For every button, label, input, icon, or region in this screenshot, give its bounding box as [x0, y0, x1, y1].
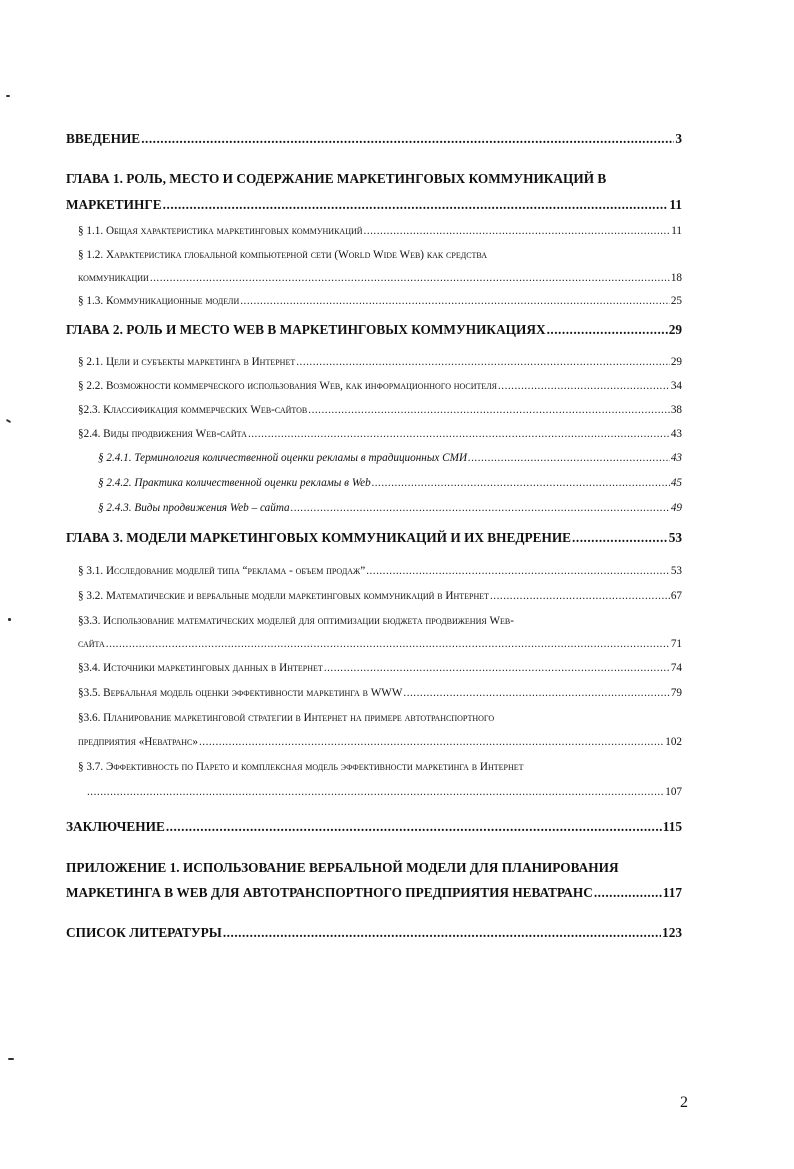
toc-dot-leader — [223, 922, 661, 944]
toc-entry-title-line1: § 1.2. Характеристика глобальной компьютерной сети (World Wide Web) как средства — [78, 249, 488, 261]
toc-dot-leader — [163, 194, 669, 215]
toc-entry-title: § 3.1. Исследование моделей типа “реклама - объем продаж” — [78, 565, 366, 577]
toc-entry-section-3-5[interactable] — [78, 681, 682, 706]
scan-speck — [8, 1058, 14, 1060]
toc-entry-chapter-2[interactable] — [66, 317, 682, 343]
toc-dot-leader — [106, 633, 670, 656]
toc-entry-title: ВВЕДЕНИЕ — [66, 131, 141, 146]
toc-entry-title: ГЛАВА 2. РОЛЬ И МЕСТО WEB В МАРКЕТИНГОВЫХ КОММУНИКАЦИЯХ — [66, 322, 546, 337]
toc-entry-section-3-1[interactable] — [78, 559, 682, 584]
toc-page-number: 74 — [670, 662, 682, 674]
toc-entry-section-2-2[interactable] — [78, 374, 682, 398]
toc-entry-title: § 2.4.1. Терминология количественной оценки рекламы в традиционных СМИ — [98, 452, 468, 464]
toc-dot-leader — [308, 398, 670, 422]
toc-entry-section-2-3[interactable] — [78, 398, 682, 422]
toc-entry-section-3-6[interactable] — [66, 706, 682, 754]
toc-entry-intro[interactable] — [66, 128, 682, 150]
toc-entry-title: предприятия «Неватранс» — [78, 736, 198, 748]
toc-page-number: 38 — [670, 404, 682, 416]
toc-page-number: 117 — [662, 885, 682, 900]
toc-dot-leader — [468, 446, 670, 471]
toc-page-number: 43 — [670, 428, 682, 440]
toc-page-number: 115 — [662, 819, 682, 834]
toc-entry-title-line2 — [78, 731, 682, 754]
toc-page-number: 29 — [670, 356, 682, 368]
toc-page-number: 43 — [670, 452, 682, 464]
toc-entry-title: МАРКЕТИНГА В WEB ДЛЯ АВТОТРАНСПОРТНОГО ПРЕДПРИЯТИЯ НЕВАТРАНС — [66, 885, 593, 900]
toc-entry-section-1-2[interactable] — [66, 244, 682, 289]
toc-entry-section-3-7[interactable] — [66, 754, 682, 804]
toc-page-number: 3 — [675, 131, 682, 146]
toc-page-number: 29 — [668, 322, 682, 337]
toc-dot-leader — [199, 731, 664, 754]
toc-entry-title: § 1.3. Коммуникационные модели — [78, 295, 240, 307]
toc-entry-title: §3.4. Источники маркетинговых данных в Интернет — [78, 662, 323, 674]
toc-dot-leader — [594, 880, 662, 906]
toc-entry-references[interactable] — [66, 922, 682, 944]
toc-entry-title: § 3.2. Математические и вербальные модели маркетинговых коммуникаций в Интернет — [78, 590, 489, 602]
toc-entry-title: сайта — [78, 638, 105, 650]
toc-entry-section-2-4-2[interactable] — [98, 471, 682, 496]
toc-dot-leader — [150, 267, 670, 289]
toc-dot-leader — [248, 422, 670, 446]
toc-entry-section-2-4-3[interactable] — [98, 496, 682, 521]
toc-entry-title: коммуникации — [78, 272, 149, 284]
toc-page-number: 45 — [670, 477, 682, 489]
toc-entry-title: ГЛАВА 3. МОДЕЛИ МАРКЕТИНГОВЫХ КОММУНИКАЦИЙ И ИХ ВНЕДРЕНИЕ — [66, 530, 572, 545]
toc-dot-leader — [87, 780, 664, 804]
toc-entry-title-line1: ПРИЛОЖЕНИЕ 1. ИСПОЛЬЗОВАНИЕ ВЕРБАЛЬНОЙ МОДЕЛИ ДЛЯ ПЛАНИРОВАНИЯ — [66, 860, 619, 875]
toc-entry-title-line2 — [78, 267, 682, 289]
toc-dot-leader — [366, 559, 670, 584]
toc-entry-title-line2 — [78, 633, 682, 656]
toc-entry-title-line2 — [86, 780, 682, 804]
toc-entry-conclusion[interactable] — [66, 816, 682, 838]
toc-dot-leader — [403, 681, 669, 706]
toc-entry-title-line2 — [66, 194, 682, 215]
toc-page-number: 11 — [671, 225, 682, 237]
toc-entry-title: МАРКЕТИНГЕ — [66, 197, 162, 212]
toc-page-number: 34 — [670, 380, 682, 392]
toc-entry-title: §2.4. Виды продвижения Web-сайта — [78, 428, 247, 440]
toc-page-number: 71 — [670, 638, 682, 650]
toc-dot-leader — [240, 289, 670, 313]
toc-entry-section-3-4[interactable] — [78, 656, 682, 681]
toc-dot-leader — [572, 525, 668, 551]
toc-entry-title-line2 — [66, 880, 682, 906]
toc-entry-title: § 2.4.2. Практика количественной оценки рекламы в Web — [98, 477, 371, 489]
scan-speck — [8, 618, 11, 621]
toc-entry-title: § 2.1. Цели и субъекты маркетинга в Интернет — [78, 356, 296, 368]
toc-dot-leader — [166, 816, 662, 838]
toc-page-number: 11 — [669, 197, 682, 212]
toc-entry-chapter-3[interactable] — [66, 525, 682, 551]
toc-entry-title-line1: § 3.7. Эффективность по Парето и комплексная модель эффективности маркетинга в Интернет — [78, 761, 524, 773]
scan-speck — [6, 95, 10, 97]
toc-entry-title-line1: §3.3. Использование математических моделей для оптимизации бюджета продвижения Web- — [78, 615, 514, 627]
toc-entry-section-1-1[interactable] — [78, 219, 682, 244]
toc-page-number: 49 — [670, 502, 682, 514]
toc-page-number: 107 — [665, 786, 682, 798]
toc-dot-leader — [141, 128, 674, 150]
toc-page-number: 79 — [670, 687, 682, 699]
toc-entry-section-3-2[interactable] — [78, 584, 682, 609]
toc-entry-section-2-1[interactable] — [78, 351, 682, 374]
toc-entry-title: § 2.4.3. Виды продвижения Web – сайта — [98, 502, 290, 514]
toc-entry-section-3-3[interactable] — [66, 609, 682, 656]
toc-entry-title-line1: §3.6. Планирование маркетинговой стратегии в Интернет на примере автотранспортного — [78, 712, 495, 724]
page-number: 2 — [680, 1094, 688, 1111]
table-of-contents — [66, 128, 682, 944]
toc-entry-section-2-4-1[interactable] — [98, 446, 682, 471]
toc-page-number: 67 — [670, 590, 682, 602]
toc-entry-title: СПИСОК ЛИТЕРАТУРЫ — [66, 925, 222, 940]
toc-entry-title: § 1.1. Общая характеристика маркетинговых коммуникаций — [78, 225, 363, 237]
toc-entry-title-line1: ГЛАВА 1. РОЛЬ, МЕСТО И СОДЕРЖАНИЕ МАРКЕТИНГОВЫХ КОММУНИКАЦИЙ В — [66, 171, 607, 186]
toc-page-number: 18 — [670, 272, 682, 284]
toc-entry-section-1-3[interactable] — [78, 289, 682, 313]
toc-page-number: 102 — [665, 736, 682, 748]
toc-dot-leader — [364, 219, 671, 244]
toc-entry-title: § 2.2. Возможности коммерческого использования Web, как информационного носителя — [78, 380, 497, 392]
toc-page-number: 123 — [662, 925, 682, 940]
toc-page-number: 53 — [670, 565, 682, 577]
toc-entry-appendix-1[interactable] — [66, 856, 682, 906]
toc-dot-leader — [291, 496, 670, 521]
toc-entry-chapter-1[interactable] — [66, 168, 682, 215]
toc-entry-section-2-4[interactable] — [78, 422, 682, 446]
toc-dot-leader — [324, 656, 670, 681]
toc-page-number: 53 — [668, 530, 682, 545]
toc-dot-leader — [372, 471, 670, 496]
toc-dot-leader — [498, 374, 670, 398]
scan-speck — [6, 419, 11, 423]
toc-entry-title: §3.5. Вербальная модель оценки эффективности маркетинга в WWW — [78, 687, 403, 699]
toc-entry-title: §2.3. Классификация коммерческих Web-сайтов — [78, 404, 308, 416]
toc-entry-title: ЗАКЛЮЧЕНИЕ — [66, 819, 165, 834]
toc-dot-leader — [547, 317, 668, 343]
toc-dot-leader — [490, 584, 670, 609]
toc-page-number: 25 — [670, 295, 682, 307]
toc-dot-leader — [296, 351, 670, 374]
